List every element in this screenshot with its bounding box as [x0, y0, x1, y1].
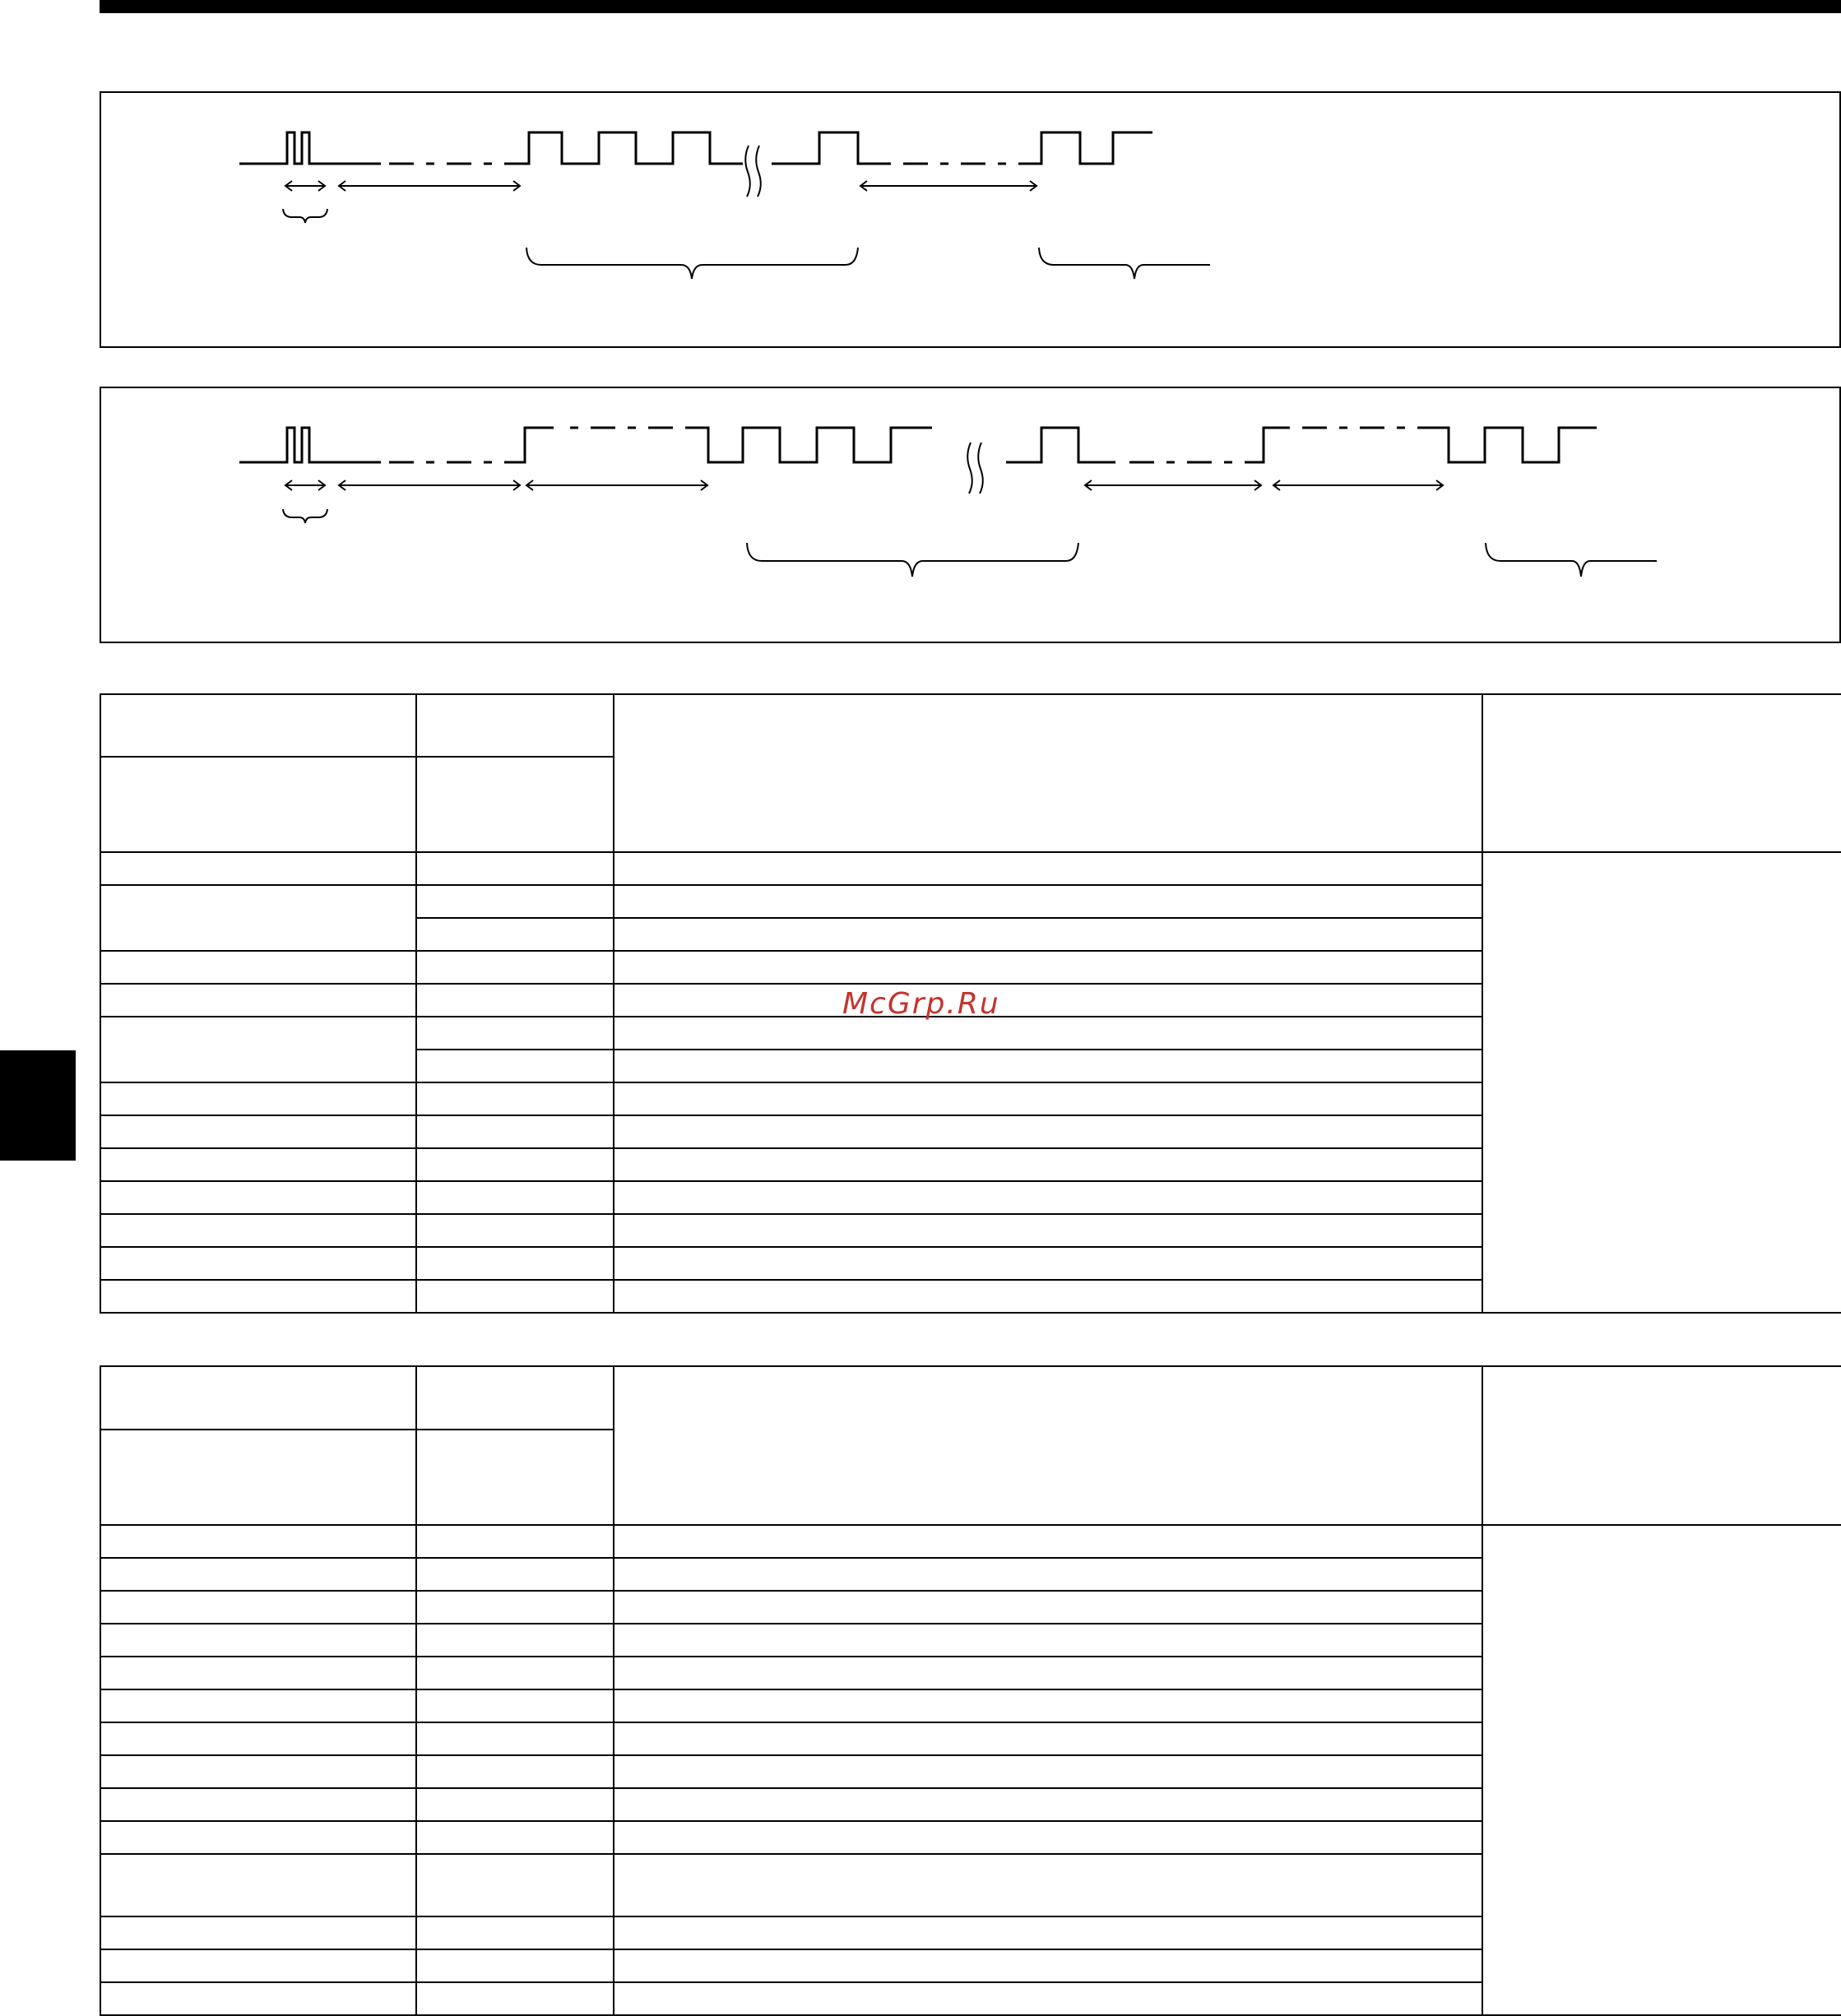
table-cell	[100, 1657, 416, 1689]
table-cell	[614, 1181, 1482, 1214]
table-cell	[100, 1755, 416, 1788]
table-cell	[416, 1689, 614, 1722]
table-cell	[416, 1788, 614, 1821]
table-cell	[614, 1982, 1482, 2015]
table-cell	[100, 1821, 416, 1854]
table-cell	[100, 1591, 416, 1624]
table-cell	[614, 1247, 1482, 1280]
table-cell	[614, 918, 1482, 951]
header-rule	[100, 0, 1841, 13]
table-cell	[614, 1821, 1482, 1854]
watermark: McGrp.Ru	[842, 987, 1000, 1021]
table-cell	[416, 1657, 614, 1689]
table-cell	[614, 1148, 1482, 1181]
table-cell	[100, 852, 416, 885]
brace-large-2	[1039, 248, 1210, 279]
break-mark	[967, 443, 983, 494]
table-cell	[614, 984, 1482, 1017]
table-cell	[416, 1722, 614, 1755]
table-cell	[614, 1657, 1482, 1689]
table-cell	[416, 984, 614, 1017]
table2-header-col1-bottom	[100, 1430, 416, 1525]
table-cell	[100, 1689, 416, 1722]
table-cell	[614, 1280, 1482, 1313]
table1-header-col1-bottom	[100, 757, 416, 852]
table-cell	[416, 1949, 614, 1982]
timing-diagram-2	[100, 387, 1841, 643]
table-cell	[416, 918, 614, 951]
table-cell	[416, 1082, 614, 1115]
table-cell	[100, 1214, 416, 1247]
table-cell	[100, 1624, 416, 1657]
table-cell	[100, 1788, 416, 1821]
table-cell	[416, 1050, 614, 1082]
table-cell	[100, 1247, 416, 1280]
table-cell	[100, 1525, 416, 1558]
table-cell	[614, 1591, 1482, 1624]
table-cell	[416, 1821, 614, 1854]
table-cell	[614, 951, 1482, 984]
table-cell	[614, 1854, 1482, 1916]
arrow-2	[339, 181, 520, 191]
pulse-waveform	[239, 428, 1597, 462]
table-cell	[416, 951, 614, 984]
table-cell	[416, 1854, 614, 1916]
brace-small	[283, 509, 327, 523]
arrow-1	[285, 480, 325, 490]
pulse-waveform	[239, 132, 1152, 164]
table-cell	[614, 1722, 1482, 1755]
table-cell	[416, 1624, 614, 1657]
table1-header-description	[614, 694, 1482, 852]
table-cell	[100, 1722, 416, 1755]
table-cell	[416, 1525, 614, 1558]
table1-header-col1-top	[100, 694, 416, 757]
table-cell	[614, 1624, 1482, 1657]
table-cell	[416, 1558, 614, 1591]
brace-small	[283, 209, 327, 223]
table2-notes-body	[1482, 1525, 1841, 2015]
table-cell	[100, 1916, 416, 1949]
table-cell	[100, 984, 416, 1017]
timing-diagram-1-svg	[101, 93, 1841, 350]
table-cell	[614, 852, 1482, 885]
arrow-2	[339, 480, 520, 490]
table-cell	[416, 1017, 614, 1050]
table-cell	[100, 1854, 416, 1916]
table-cell	[100, 1949, 416, 1982]
table-cell	[416, 1115, 614, 1148]
table-cell	[100, 1017, 416, 1082]
table-cell	[614, 1949, 1482, 1982]
table-cell	[614, 1050, 1482, 1082]
table-cell	[416, 1247, 614, 1280]
table2-header-col2-bottom	[416, 1430, 614, 1525]
table-cell	[100, 1181, 416, 1214]
table-cell	[100, 951, 416, 984]
table-cell	[416, 885, 614, 918]
section-thumb-tab	[0, 1050, 76, 1161]
break-mark	[745, 146, 761, 197]
table1-header-col2-bottom	[416, 757, 614, 852]
table-cell	[614, 885, 1482, 918]
table-cell	[614, 1788, 1482, 1821]
brace-large-1	[747, 543, 1078, 577]
arrow-4	[1085, 480, 1261, 490]
table-cell	[416, 1181, 614, 1214]
table-cell	[416, 1916, 614, 1949]
table-cell	[416, 1982, 614, 2015]
table-cell	[100, 1148, 416, 1181]
table-cell	[416, 1280, 614, 1313]
table-cell	[614, 1755, 1482, 1788]
table-cell	[100, 885, 416, 951]
brace-large-2	[1486, 543, 1657, 577]
timing-diagram-2-svg	[101, 388, 1841, 645]
table-cell	[614, 1017, 1482, 1050]
table-cell	[614, 1558, 1482, 1591]
arrow-1	[285, 181, 325, 191]
table-cell	[614, 1916, 1482, 1949]
table1-notes-body	[1482, 852, 1841, 1313]
table-cell	[100, 1558, 416, 1591]
table-cell	[100, 1280, 416, 1313]
table-cell	[614, 1082, 1482, 1115]
table2-header-notes	[1482, 1366, 1841, 1525]
table-cell	[100, 1982, 416, 2015]
table2-header-col1-top	[100, 1366, 416, 1430]
table-cell	[614, 1525, 1482, 1558]
arrow-3	[860, 181, 1036, 191]
table-cell	[614, 1214, 1482, 1247]
timing-diagram-1	[100, 91, 1841, 348]
table1-header-col2-top	[416, 694, 614, 757]
arrow-3	[526, 480, 707, 490]
brace-large-1	[526, 248, 858, 279]
table2-header-description	[614, 1366, 1482, 1525]
table1-header-notes	[1482, 694, 1841, 852]
table-cell	[614, 1689, 1482, 1722]
table-cell	[416, 1148, 614, 1181]
table-cell	[416, 1591, 614, 1624]
arrow-5	[1273, 480, 1443, 490]
table-cell	[416, 852, 614, 885]
table2-header-col2-top	[416, 1366, 614, 1430]
code-table-2	[100, 1365, 1841, 2016]
table-cell	[614, 1115, 1482, 1148]
table-cell	[416, 1214, 614, 1247]
table-cell	[100, 1082, 416, 1115]
table-cell	[416, 1755, 614, 1788]
table-cell	[100, 1115, 416, 1148]
